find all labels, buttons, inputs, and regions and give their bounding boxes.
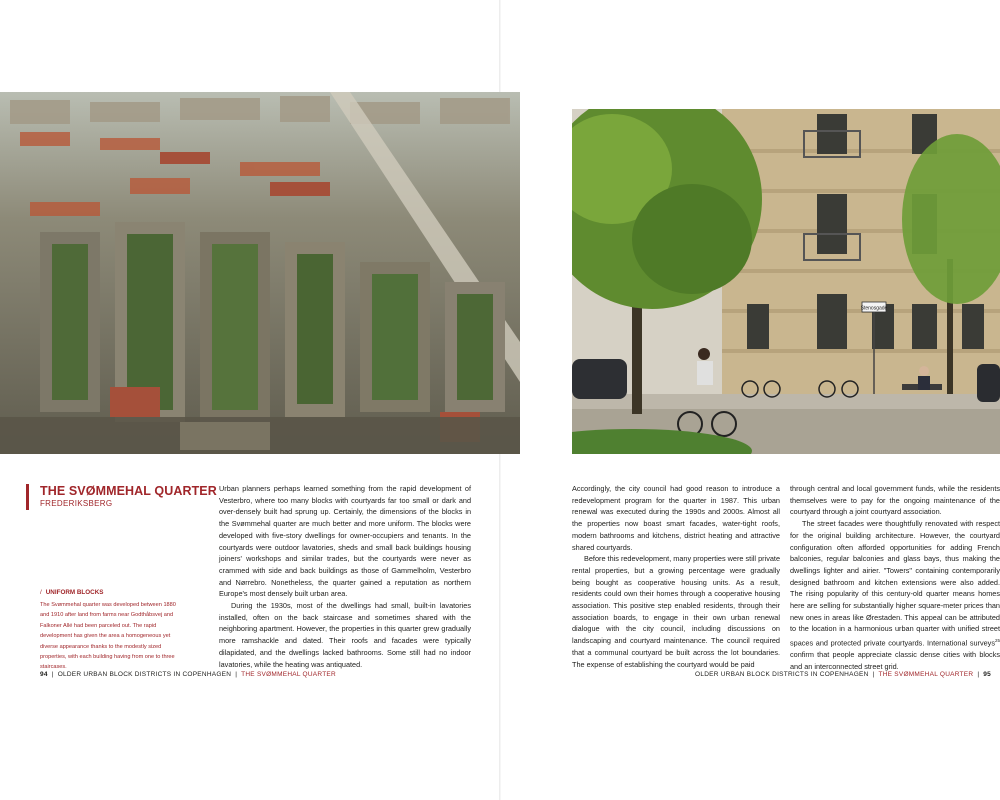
footer-separator: |: [977, 671, 980, 678]
page-number-left: 94: [40, 671, 48, 678]
section-subtitle: FREDERIKSBERG: [40, 499, 113, 508]
sidebar-heading: [40, 589, 103, 596]
body-column-2: [572, 483, 780, 670]
footer-chapter: THE SVØMMEHAL QUARTER: [241, 671, 336, 678]
sidebar-heading-text: UNIFORM BLOCKS: [45, 589, 104, 596]
footer-book-title: OLDER URBAN BLOCK DISTRICTS IN COPENHAGEN: [695, 671, 869, 678]
footer-right: [695, 671, 991, 678]
page-number-right: 95: [983, 671, 991, 678]
street-corner-photo: [572, 109, 1000, 454]
footer-chapter: THE SVØMMEHAL QUARTER: [878, 671, 974, 678]
footnote-ref: 25: [994, 638, 1000, 644]
aerial-city-photo: [0, 92, 520, 454]
sidebar-text: The Svømmehal quarter was developed between 1880 and 1910 after land from farms near Godthåbsvej and Falkoner Allé had been parceled out. The rapid development has given the area a homogeneous yet diverse appearance thanks to the modestly sized properties, with each building having from one to three staircases.: [40, 602, 176, 671]
paragraph: Urban planners perhaps learned something from the rapid development of Vesterbro, where too many blocks with courtyards far too small or dark and over-densely built had sprung up. Certainly, the dimensions of the blocks in the Svømmehal quarter are much better and more uniform. The blocks were developed with five-story dwellings for owner-occupiers and tenants. In the courtyards were outdoor lavatories, sheds and small back buildings housing joiners' workshops and similar trades, but the courtyards were never as crammed with side and back buildings as those of Gammelholm, Vesterbro and Nørrebro. Nonetheless, the quarter gained a reputation as northern Europe's most densely built urban area.: [219, 484, 471, 599]
paragraph-text-end: confirm that people appreciate classic dense cities with blocks and an interconnected street grid.: [790, 650, 1000, 671]
footer-separator: |: [872, 671, 875, 678]
body-column-3: [790, 483, 1000, 673]
paragraph: through central and local government funds, while the residents themselves were to pay for the ongoing maintenance of the courtyard through a joint courtyard association.: [790, 484, 1000, 517]
footer-separator: |: [235, 671, 238, 678]
section-title: THE SVØMMEHAL QUARTER: [40, 484, 217, 498]
body-column-1: [219, 483, 471, 670]
footer-left: [40, 671, 336, 678]
section-accent-bar: [26, 484, 29, 510]
paragraph: Accordingly, the city council had good reason to introduce a redevelopment program for the quarter in 1987. This urban renewal was executed during the 1990s and 2000s. Almost all the properties now boast smart facades, water-tight roofs, modern bathrooms and kitchens, district heating and attractive shared courtyards.: [572, 484, 780, 552]
footer-book-title: OLDER URBAN BLOCK DISTRICTS IN COPENHAGEN: [57, 671, 232, 678]
paragraph: During the 1930s, most of the dwellings had small, built-in lavatories installed, often on the back staircase and sometimes shared with the neighboring apartment. However, the properties in this quarter grew gradually more ramshackle and dated. Their roofs and facades were typically dilapidated, and the dwellings lacked bathrooms. Some still had no indoor lavatories, while the heating was antiquated.: [219, 601, 471, 669]
footer-separator: |: [51, 671, 54, 678]
street-sign-text: Stenosgade: [860, 305, 888, 312]
paragraph: [790, 518, 1000, 673]
sidebar-slash: /: [40, 589, 42, 596]
paragraph-text: The street facades were thoughtfully renovated with respect for the original building architecture. However, the courtyard configuration often afforded opportunities for adding French balconies, regular balconies and glass bays, thus making the dwellings lighter and airier. "Towers" containing contemporarily designed bathroom and kitchen extensions were also added. The rising popularity of this century-old quarter means homes here are selling for substantially higher square-meter prices than new ones in areas like Ørestaden. This appeal can be attributed to the location in a harmonious urban quarter with unified street spaces and protected private courtyards. International surveys: [790, 519, 1000, 648]
paragraph: Before this redevelopment, many properties were still private rental properties, but a growing percentage were gradually being bought as cooperative housing units. As a result, residents could own their homes through a cooperative housing association. This positive step enabled residents, through their association boards, to engage in their own urban renewal dialogue with the city council, including discussions on landscaping and courtyard maintenance. The council required that a communal courtyard be built across the lot boundaries. The expense of establishing the courtyard would be paid: [572, 554, 780, 669]
